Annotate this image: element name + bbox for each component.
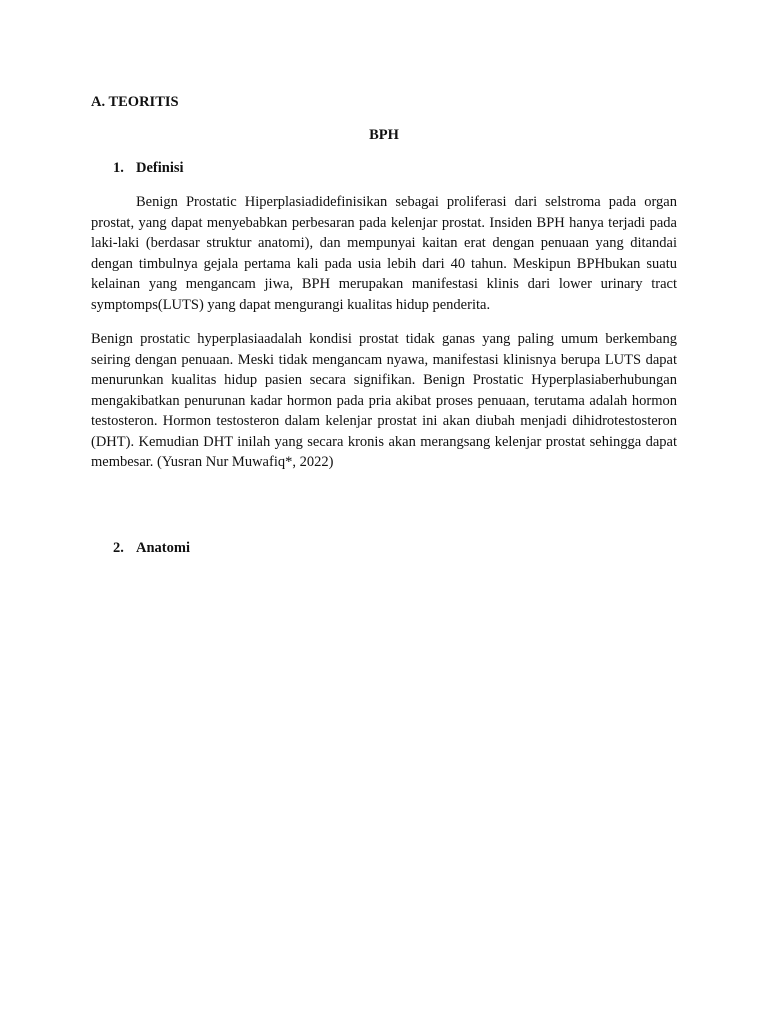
subsection-heading-anatomi — [113, 540, 190, 557]
body-paragraph: Benign prostatic hyperplasiaadalah kondisi prostat tidak ganas yang paling umum berkembang seiring dengan penuaan. Meski tidak mengancam nyawa, manifestasi klinisnya berupa LUTS dapat menurunkan kualitas hidup pasien secara signifikan. Benign Prostatic Hyperplasiaberhubungan mengakibatkan penurunan kadar hormon pada pria akibat proses penuaan, terutama adalah hormon testosteron. Hormon testosteron dalam kelenjar prostat ini akan diubah menjadi dihidrotestosteron (DHT). Kemudian DHT inilah yang secara kronis akan merangsang kelenjar prostat sehingga dapat membesar. (Yusran Nur Muwafiq*, 2022) — [91, 331, 677, 470]
section-heading: A. TEORITIS — [91, 94, 179, 110]
subsection-title: Anatomi — [136, 540, 190, 556]
subsection-heading-definisi — [113, 160, 184, 177]
subsection-title: Definisi — [136, 160, 184, 176]
subsection-number: 2. — [113, 540, 124, 556]
document-title: BPH — [369, 127, 399, 143]
body-paragraph: Benign Prostatic Hiperplasiadidefinisikan sebagai proliferasi dari selstroma pada organ prostat, yang dapat menyebabkan perbesaran pada kelenjar prostat. Insiden BPH hanya terjadi pada laki-laki (berdasar struktur anatomi), dan mempunyai kaitan erat dengan penuaan yang ditandai dengan timbulnya gejala pertama kali pada usia lebih dari 40 tahun. Meskipun BPHbukan suatu kelainan yang mengancam jiwa, BPH merupakan manifestasi klinis dari lower urinary tract symptomps(LUTS) yang dapat mengurangi kualitas hidup penderita. — [91, 194, 677, 313]
document-title-line — [0, 127, 768, 144]
subsection-number: 1. — [113, 160, 124, 176]
